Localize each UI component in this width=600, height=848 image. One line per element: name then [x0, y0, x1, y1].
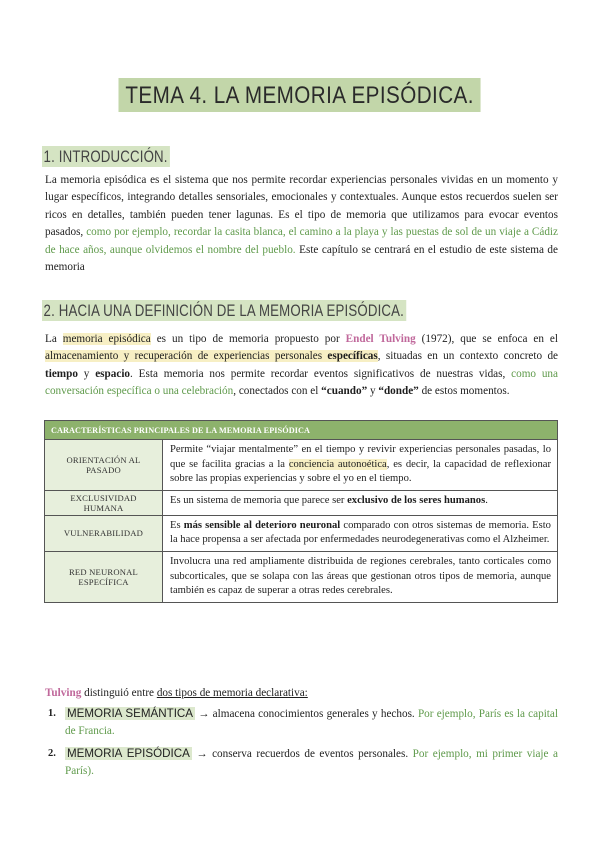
def-t8: , situadas en un contexto concreto de	[377, 350, 559, 363]
intro-example: como por ejemplo, recordar la casita blanca, el camino a la playa y las puestas de sol de un viaje a Cádiz de hace años, aunque olvidemos el nombre del pueblo.	[45, 226, 558, 256]
table-row	[45, 440, 558, 491]
row-text	[163, 551, 558, 602]
row-text	[163, 490, 558, 515]
memory-types-list	[45, 705, 558, 785]
tulving-line	[45, 687, 308, 699]
row-label: EXCLUSIVIDAD HUMANA	[45, 490, 163, 515]
definition-paragraph	[45, 331, 558, 401]
row-text-bold: más sensible al deterioro neuronal	[183, 519, 341, 531]
def-t1: La	[45, 333, 63, 345]
characteristics-table	[44, 420, 558, 603]
row-text	[163, 515, 558, 551]
row-text-c: .	[485, 494, 488, 506]
row-text-highlight: conciencia autonoética	[288, 458, 387, 470]
row-text-bold: exclusivo de los seres humanos	[347, 494, 486, 506]
def-time: tiempo	[45, 367, 78, 380]
list-number: 1.	[48, 708, 56, 719]
page-title: TEMA 4. LA MEMORIA EPISÓDICA.	[119, 78, 481, 112]
table-header-row	[45, 421, 558, 440]
def-when: “cuando”	[321, 385, 368, 398]
def-t10: y	[77, 367, 96, 380]
list-desc: → almacena conocimientos generales y hechos.	[195, 708, 418, 720]
def-t3: es un tipo de memoria propuesto por	[150, 333, 346, 345]
def-t18: de estos momentos.	[418, 385, 510, 398]
list-number: 2.	[48, 747, 56, 759]
list-example: Por ejemplo, París es la capital de Francia.	[65, 708, 558, 738]
list-term: MEMORIA SEMÁNTICA	[67, 707, 194, 720]
row-label: VULNERABILIDAD	[45, 515, 163, 551]
def-where: “donde”	[378, 385, 419, 398]
row-text-a: Involucra una red ampliamente distribuida de regiones cerebrales, tanto corticales como subcorticales, que se solapa con las áreas que gestionan otros tipos de memoria, aunque también es capaz de superar a otras redes cerebrales.	[170, 555, 551, 597]
row-label: ORIENTACIÓN AL PASADO	[45, 440, 163, 491]
def-t14: , conectados con el	[233, 385, 322, 398]
table-row	[45, 490, 558, 515]
row-text-c: , es decir, la capacidad de reflexionar sobre las propias experiencias y sobre el yo en el tiempo.	[170, 458, 552, 485]
table-header: CARACTERÍSTICAS PRINCIPALES DE LA MEMORIA EPISÓDICA	[45, 421, 558, 440]
table-row	[45, 515, 558, 551]
list-item	[45, 745, 558, 781]
def-specific: específicas	[327, 350, 378, 363]
def-t12: . Esta memoria nos permite recordar eventos significativos de nuestras vidas,	[130, 367, 512, 380]
def-term-highlight: memoria episódica	[62, 333, 151, 345]
row-text-c: comparado con otros sistemas de memoria. Esto la hace propensa a ser afectada por enfermedades neurodegenerativas como el Alzheimer.	[170, 519, 551, 546]
row-text	[163, 440, 558, 491]
row-text-a: Es un sistema de memoria que parece ser	[170, 494, 348, 506]
list-desc: → conserva recuerdos de eventos personales.	[191, 747, 413, 760]
list-term: MEMORIA EPISÓDICA	[67, 746, 190, 760]
intro-paragraph	[45, 172, 558, 276]
row-text-a: Permite “viajar mentalmente” en el tiempo y revivir experiencias personales pasadas, lo que se facilita gracias a la	[170, 444, 551, 470]
tulving-mid: distinguió entre	[81, 687, 157, 699]
def-space: espacio	[95, 367, 131, 380]
title-wrap	[0, 78, 600, 112]
section-1-heading: 1. INTRODUCCIÓN.	[42, 146, 170, 167]
row-text-a: Es	[170, 519, 184, 531]
tulving-underlined: dos tipos de memoria declarativa:	[156, 687, 308, 699]
def-t5: (1972), que se enfoca en el	[415, 333, 558, 345]
row-label: RED NEURONAL ESPECÍFICA	[45, 551, 163, 602]
intro-closing: Este capítulo se centrará en el estudio de este sistema de memoria	[45, 243, 558, 274]
list-item	[45, 705, 558, 741]
list-example: Por ejemplo, mi primer viaje a París).	[65, 747, 558, 778]
intro-text: La memoria episódica es el sistema que nos permite recordar experiencias personales vividas en un momento y lugar específicos, integrando detalles sensoriales, emocionales y contextuales. Aunque estos recuerdos suelen ser ricos en detalles, también pueden tener lagunas. Es el tipo de memoria que utilizamos para evocar eventos pasados,	[45, 174, 558, 239]
section-2-heading: 2. HACIA UNA DEFINICIÓN DE LA MEMORIA EPISÓDICA.	[42, 300, 406, 321]
def-example: como una conversación específica o una celebración	[45, 367, 558, 398]
def-storage-highlight: almacenamiento y recuperación de experiencias personales	[45, 350, 328, 363]
def-t16: y	[367, 385, 379, 398]
tulving-name: Tulving	[45, 687, 82, 699]
table-row	[45, 551, 558, 602]
def-author: Endel Tulving	[345, 333, 416, 345]
